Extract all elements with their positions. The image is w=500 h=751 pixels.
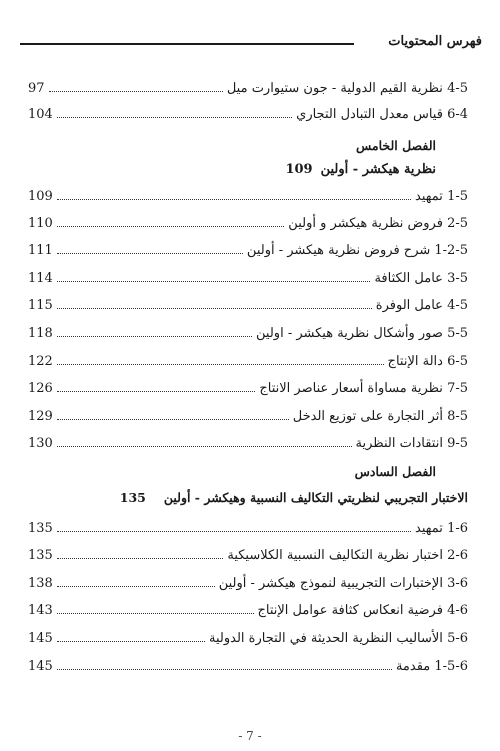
- toc-entry-page: 97: [28, 81, 45, 96]
- toc-entry-text: 4-6 فرضية انعكاس كثافة عوامل الإنتاج: [257, 603, 468, 618]
- dot-leader: [57, 308, 372, 309]
- toc-entry: [28, 184, 468, 204]
- toc-entry: [28, 376, 468, 396]
- toc-entry-text: 1-6 تمهيد: [415, 521, 468, 536]
- toc-entry: [28, 76, 468, 96]
- toc-entry-text: 6-5 دالة الإنتاج: [387, 354, 468, 369]
- toc-entry-page: 129: [28, 409, 53, 424]
- toc-entry: [28, 211, 468, 231]
- toc-entry: [28, 404, 468, 424]
- toc-entry-text: 8-5 أثر التجارة على توزيع الدخل: [292, 409, 468, 424]
- toc-entry-text: 7-5 نظرية مساواة أسعار عناصر الانتاج: [259, 381, 468, 396]
- toc-entry-text: 1-5 تمهيد: [415, 189, 468, 204]
- toc-entry-page: 122: [28, 354, 53, 369]
- chapter-6-heading: الفصل السادس: [354, 464, 436, 479]
- toc-entry-page: 135: [28, 548, 53, 563]
- dot-leader: [49, 91, 223, 92]
- dot-leader: [57, 117, 292, 118]
- chapter-5-subject: [285, 162, 436, 177]
- chapter-5-heading: الفصل الخامس: [355, 138, 436, 153]
- toc-entry-text: 4-5 نظرية القيم الدولية - جون ستيوارت ميل: [226, 81, 468, 96]
- toc-entry: [28, 654, 468, 674]
- toc-entry-page: 109: [28, 189, 53, 204]
- toc-entry-page: 126: [28, 381, 53, 396]
- toc-entry: [28, 266, 468, 286]
- toc-entry-text: 3-5 عامل الكثافة: [374, 271, 468, 286]
- dot-leader: [57, 669, 392, 670]
- toc-entry-page: 143: [28, 603, 53, 618]
- toc-entry: [28, 516, 468, 536]
- toc-entry: [28, 431, 468, 451]
- toc-entry: [28, 543, 468, 563]
- toc-entry: [28, 293, 468, 313]
- toc-entry-page: 111: [28, 243, 53, 258]
- toc-entry-page: 110: [28, 216, 53, 231]
- toc-entry-text: 3-6 الإختبارات التجريبية لنموذج هيكشر - أولين: [218, 576, 468, 591]
- toc-entry-page: 130: [28, 436, 53, 451]
- dot-leader: [57, 641, 205, 642]
- toc-entry: [28, 626, 468, 646]
- dot-leader: [57, 446, 352, 447]
- toc-entry-page: 114: [28, 271, 53, 286]
- toc-entry-text: 9-5 انتقادات النظرية: [355, 436, 468, 451]
- dot-leader: [57, 226, 284, 227]
- dot-leader: [57, 391, 256, 392]
- toc-entry-text: 6-4 قياس معدل التبادل التجاري: [296, 107, 468, 122]
- dot-leader: [57, 419, 289, 420]
- dot-leader: [57, 531, 411, 532]
- dot-leader: [57, 613, 254, 614]
- chapter-5-subject-page: 109: [285, 162, 313, 177]
- chapter-6-subject-title: الاختبار التجريبي لنظريتي التكاليف النسبية وهيكشر - أولين: [163, 490, 468, 505]
- toc-entry-page: 118: [28, 326, 53, 341]
- dot-leader: [57, 558, 224, 559]
- toc-entry-text: 5-5 صور وأشكال نظرية هيكشر - اولين: [256, 326, 468, 341]
- toc-entry-page: 145: [28, 659, 53, 674]
- toc-entry-text: 1-5-6 مقدمة: [395, 659, 468, 674]
- dot-leader: [57, 586, 215, 587]
- dot-leader: [57, 281, 371, 282]
- toc-entry: [28, 321, 468, 341]
- toc-entry-page: 138: [28, 576, 53, 591]
- chapter-6-subject-page: 135: [119, 490, 146, 505]
- page-number: - 7 -: [238, 729, 262, 743]
- chapter-6-subject: [120, 490, 468, 505]
- dot-leader: [57, 336, 252, 337]
- toc-entry: [28, 571, 468, 591]
- chapter-5-subject-title: نظرية هيكشر - أولين: [320, 162, 436, 177]
- toc-entry-page: 115: [28, 298, 53, 313]
- dot-leader: [57, 199, 411, 200]
- toc-entry-text: 4-5 عامل الوفرة: [375, 298, 468, 313]
- toc-entry-text: 5-6 الأساليب النظرية الحديثة في التجارة الدولية: [209, 631, 468, 646]
- toc-entry-page: 135: [28, 521, 53, 536]
- toc-entry-text: 2-6 اختبار نظرية التكاليف النسبية الكلاسيكية: [227, 548, 468, 563]
- header-title: فهرس المحتويات: [388, 34, 482, 49]
- dot-leader: [57, 364, 384, 365]
- dot-leader: [57, 253, 243, 254]
- toc-entry-text: 1-2-5 شرح فروض نظرية هيكشر - أولين: [246, 243, 468, 258]
- toc-entry: [28, 238, 468, 258]
- toc-entry: [28, 102, 468, 122]
- toc-entry-text: 2-5 فروض نظرية هيكشر و أولين: [288, 216, 468, 231]
- toc-entry: [28, 598, 468, 618]
- toc-entry-page: 104: [28, 107, 53, 122]
- toc-entry-page: 145: [28, 631, 53, 646]
- toc-entry: [28, 349, 468, 369]
